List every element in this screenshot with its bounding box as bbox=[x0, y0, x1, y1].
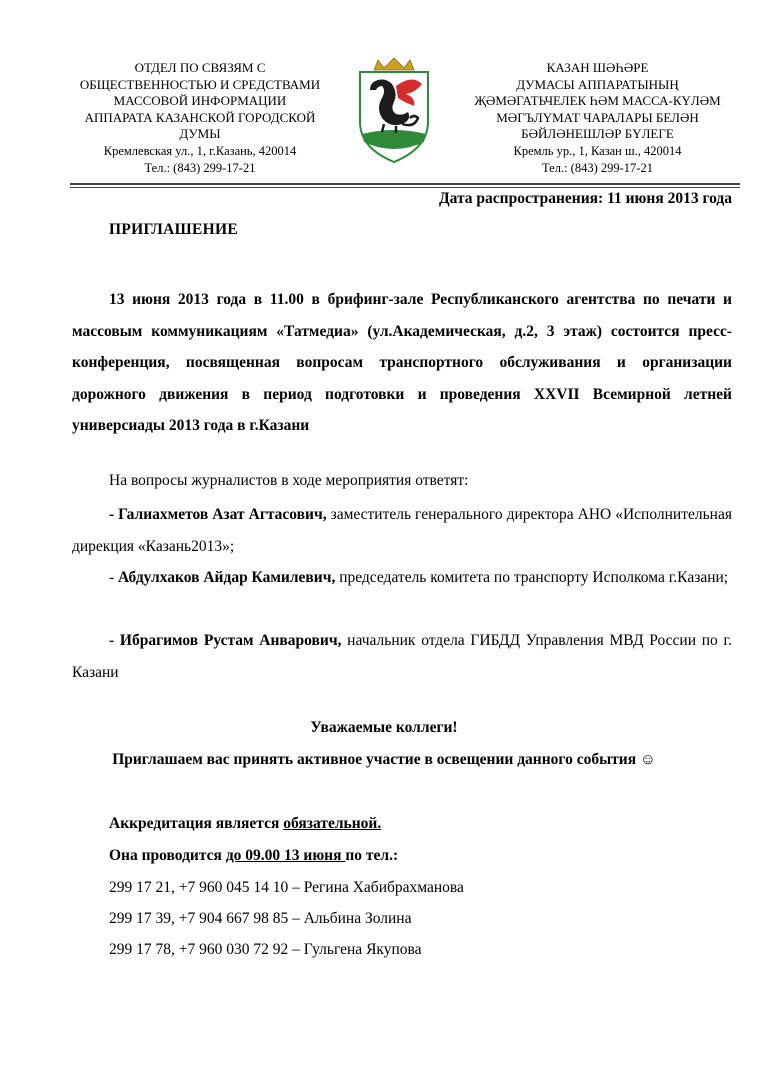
header-left-line: ОБЩЕСТВЕННОСТЬЮ И СРЕДСТВАМИ bbox=[79, 76, 321, 92]
invitation: Приглашаем вас принять активное участие в освещении данного события ☺ bbox=[112, 751, 656, 768]
speaker-prefix: - bbox=[109, 569, 119, 586]
speaker-name: Галиахметов Азат Агтасович, bbox=[118, 506, 327, 523]
header-left-line: ДУМЫ bbox=[179, 126, 221, 142]
speaker-item bbox=[72, 499, 732, 562]
header-right-line: ДУМАСЫ АППАРАТЫНЫҢ bbox=[516, 76, 679, 92]
speaker-item bbox=[72, 625, 732, 688]
header-left-line: АППАРАТА КАЗАНСКОЙ ГОРОДСКОЙ bbox=[84, 109, 316, 125]
speakers-intro: На вопросы журналистов в ходе мероприятия ответят: bbox=[109, 472, 469, 489]
speaker-role: начальник отдела ГИБДД Управления МВД России по г. Казани bbox=[72, 632, 732, 681]
header-divider-thin bbox=[70, 187, 740, 188]
contact-line: 299 17 39, +7 904 667 98 85 – Альбина Золина bbox=[109, 910, 412, 927]
document-title: ПРИГЛАШЕНИЕ bbox=[109, 221, 238, 238]
header-right-address: Кремль ур., 1, Казан ш., 420014 bbox=[513, 143, 682, 158]
accreditation-label: Аккредитация является bbox=[109, 815, 284, 832]
header-divider-thick bbox=[70, 183, 740, 185]
header-left-block bbox=[60, 60, 340, 176]
speaker-item bbox=[72, 562, 732, 594]
deadline-value: до 09.00 13 июня bbox=[225, 847, 346, 864]
speaker-prefix: - bbox=[109, 632, 120, 649]
speaker-role: председатель комитета по транспорту Исполкома г.Казани; bbox=[335, 569, 729, 586]
main-announcement: 13 июня 2013 года в 11.00 в брифинг-зале Республиканского агентства по печати и массовым коммуникациям «Татмедиа» (ул.Академическая, д.2, 3 этаж) состоится пресс-конференция, посвященная вопросам транспортного обслуживания и организации дорожного движения в период подготовки и проведения XXVII Всемирной летней универсиады 2013 года в г.Казани bbox=[72, 291, 732, 435]
header-left-address: Кремлевская ул., 1, г.Казань, 420014 bbox=[103, 143, 297, 158]
contact-line: 299 17 78, +7 960 030 72 92 – Гульгена Якупова bbox=[109, 941, 422, 958]
speaker-role: заместитель генерального директора АНО «Исполнительная дирекция «Казань2013»; bbox=[72, 506, 732, 555]
header-left-line: ОТДЕЛ ПО СВЯЗЯМ С bbox=[134, 60, 266, 75]
header-right-block bbox=[455, 60, 740, 176]
accreditation-deadline bbox=[109, 847, 398, 865]
header-right-line: ҖӘМӘГАТЬЧЕЛЕК ҺӘМ МАССА-КҮЛӘМ bbox=[474, 93, 721, 109]
contact-line: 299 17 21, +7 960 045 14 10 – Регина Хабибрахманова bbox=[109, 879, 464, 896]
deadline-suffix: по тел.: bbox=[345, 847, 399, 864]
header-left-phone: Тел.: (843) 299-17-21 bbox=[144, 160, 256, 175]
header-left-line: МАССОВОЙ ИНФОРМАЦИИ bbox=[113, 93, 287, 109]
deadline-label: Она проводится bbox=[109, 847, 226, 864]
header-right-line: КАЗАН ШӘҺӘРЕ bbox=[546, 60, 649, 75]
accreditation-emphasis: обязательной. bbox=[283, 815, 382, 832]
greeting: Уважаемые коллеги! bbox=[310, 719, 458, 736]
kazan-coat-of-arms-icon bbox=[356, 56, 432, 164]
accreditation-line bbox=[109, 815, 381, 833]
speaker-name: Абдулхаков Айдар Камилевич, bbox=[118, 569, 336, 586]
header-right-phone: Тел.: (843) 299-17-21 bbox=[542, 160, 653, 175]
speaker-name: Ибрагимов Рустам Анварович, bbox=[119, 632, 342, 649]
header-right-line: МӘГЪЛҮМАТ ЧАРАЛАРЫ БЕЛӘН bbox=[496, 109, 699, 125]
distribution-date: Дата распространения: 11 июня 2013 года bbox=[438, 190, 732, 207]
speaker-prefix: - bbox=[109, 506, 119, 523]
header-right-line: БӘЙЛӘНЕШЛӘР БҮЛЕГЕ bbox=[521, 126, 674, 142]
